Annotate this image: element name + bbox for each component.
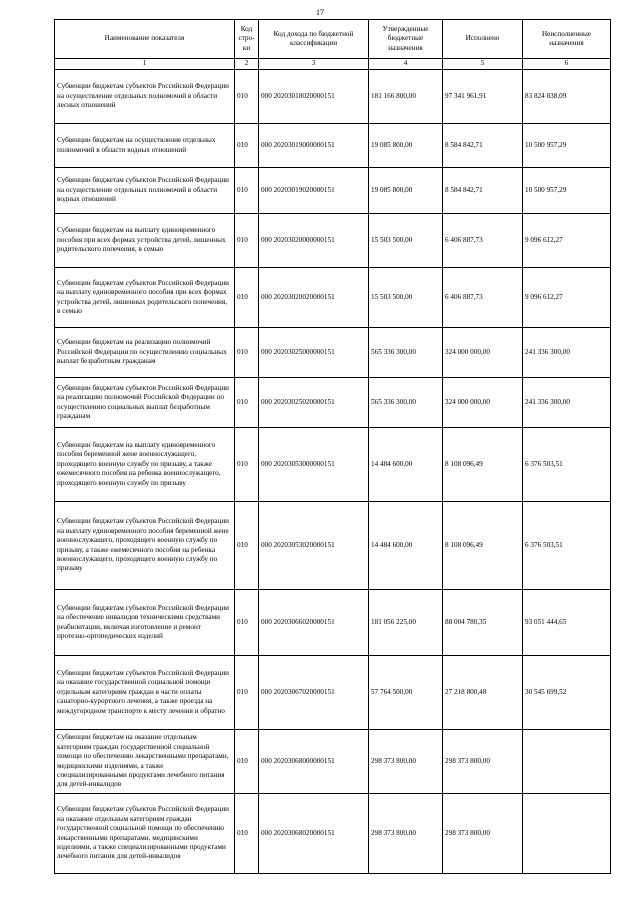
executed-amount: 8 584 842,71 [443,168,523,214]
table-row [55,214,611,268]
budget-report-table [54,19,611,874]
indicator-name: Субвенции бюджетам субъектов Российской Федерации на осуществление отдельных полномочий в области водных отношений [55,168,235,214]
unexecuted-amount: 10 500 957,29 [523,168,611,214]
approved-amount: 298 373 800,00 [369,794,443,874]
approved-amount: 57 764 500,00 [369,656,443,730]
header-indicator-name: Наименование показателя [55,20,235,59]
approved-amount: 15 503 500,00 [369,268,443,328]
income-code: 000 20203068000000151 [259,730,369,794]
executed-amount: 6 406 887,73 [443,214,523,268]
unexecuted-amount: 9 096 612,27 [523,214,611,268]
column-number: 2 [235,59,259,70]
indicator-name: Субвенции бюджетам на осуществление отдельных полномочий в области водных отношений [55,124,235,168]
approved-amount: 565 336 300,00 [369,378,443,428]
executed-amount: 8 108 096,49 [443,502,523,590]
unexecuted-amount [523,794,611,874]
column-number-row [55,59,611,70]
table-row [55,502,611,590]
indicator-name: Субвенции бюджетам субъектов Российской Федерации на реализацию полномочий Российской Федерации по осуществлению социальных выплат безработным гражданам [55,378,235,428]
executed-amount: 6 406 887,73 [443,268,523,328]
table-row [55,328,611,378]
indicator-name: Субвенции бюджетам на выплату единовременного пособия при всех формах устройства детей, лишенных родительского попечения, в семью [55,214,235,268]
income-code: 000 20203025020000151 [259,378,369,428]
indicator-name: Субвенции бюджетам субъектов Российской Федерации на оказание государственной социальной помощи отдельным категориям граждан в части оплаты санаторно-курортного лечения, а также проезда на междугородном транспорте к месту лечения и обратно [55,656,235,730]
indicator-name: Субвенции бюджетам субъектов Российской Федерации на выплату единовременного пособия при всех формах устройства детей, лишенных родительского попечения, в семью [55,268,235,328]
executed-amount: 27 218 800,48 [443,656,523,730]
column-number: 4 [369,59,443,70]
approved-amount: 565 336 300,00 [369,328,443,378]
row-code: 010 [235,428,259,502]
executed-amount: 97 341 961,91 [443,70,523,124]
table-row [55,730,611,794]
approved-amount: 181 056 225,00 [369,590,443,656]
header-income-code: Код дохода по бюджетной классификации [259,20,369,59]
row-code: 010 [235,328,259,378]
indicator-name: Субвенции бюджетам на выплату единовременного пособия беременной жене военнослужащего, проходящего военную службу по призыву, а также ежемесячного пособия на ребенка военнослужащего, проходящего военную службу по призыву [55,428,235,502]
column-number: 1 [55,59,235,70]
unexecuted-amount [523,730,611,794]
indicator-name: Субвенции бюджетам субъектов Российской Федерации на оказание отдельным категориям граждан государственной социальной помощи по обеспечению лекарственными препаратами, медицинскими изделиями, а также специализированными продуктами лечебного питания для детей-инвалидов [55,794,235,874]
income-code: 000 20203067020000151 [259,656,369,730]
row-code: 010 [235,124,259,168]
table-row [55,378,611,428]
unexecuted-amount: 83 824 838,09 [523,70,611,124]
unexecuted-amount: 93 051 444,65 [523,590,611,656]
income-code: 000 20203020020000151 [259,268,369,328]
header-row-code: Код стро- ки [235,20,259,59]
unexecuted-amount: 6 376 503,51 [523,428,611,502]
table-row [55,124,611,168]
indicator-name: Субвенции бюджетам субъектов Российской Федерации на осуществление отдельных полномочий в области лесных отношений [55,70,235,124]
indicator-name: Субвенции бюджетам на оказание отдельным категориям граждан государственной социальной помощи по обеспечению лекарственными препаратами, медицинскими изделиями, а также специализированными продуктами лечебного питания для детей-инвалидов [55,730,235,794]
row-code: 010 [235,168,259,214]
unexecuted-amount: 30 545 699,52 [523,656,611,730]
row-code: 010 [235,730,259,794]
approved-amount: 14 484 600,00 [369,428,443,502]
executed-amount: 8 584 842,71 [443,124,523,168]
income-code: 000 20203068020000151 [259,794,369,874]
table-row [55,590,611,656]
column-number: 3 [259,59,369,70]
header-executed: Исполнено [443,20,523,59]
indicator-name: Субвенции бюджетам субъектов Российской Федерации на выплату единовременного пособия беременной жене военнослужащего, проходящего военную службу по призыву, а также ежемесячного пособия на ребенка военнослужащего, проходящего военную службу по призыву [55,502,235,590]
row-code: 010 [235,590,259,656]
executed-amount: 88 004 780,35 [443,590,523,656]
income-code: 000 20203018020000151 [259,70,369,124]
income-code: 000 20203019000000151 [259,124,369,168]
table-row [55,268,611,328]
unexecuted-amount: 6 376 503,51 [523,502,611,590]
income-code: 000 20203053020000151 [259,502,369,590]
approved-amount: 181 166 800,00 [369,70,443,124]
page-number: 17 [316,8,324,17]
row-code: 010 [235,268,259,328]
indicator-name: Субвенции бюджетам на реализацию полномочий Российской Федерации по осуществлению социальных выплат безработным гражданам [55,328,235,378]
header-approved: Утвержденные бюджетные назначения [369,20,443,59]
table-row [55,656,611,730]
table-row [55,70,611,124]
unexecuted-amount: 241 336 300,00 [523,328,611,378]
column-number: 5 [443,59,523,70]
row-code: 010 [235,502,259,590]
executed-amount: 324 000 000,00 [443,328,523,378]
approved-amount: 19 085 800,00 [369,124,443,168]
row-code: 010 [235,214,259,268]
table-row [55,168,611,214]
income-code: 000 20203025000000151 [259,328,369,378]
income-code: 000 20203019020000151 [259,168,369,214]
header-row [55,20,611,59]
column-number: 6 [523,59,611,70]
executed-amount: 8 108 096,49 [443,428,523,502]
unexecuted-amount: 241 336 300,00 [523,378,611,428]
executed-amount: 324 000 000,00 [443,378,523,428]
income-code: 000 20203020000000151 [259,214,369,268]
approved-amount: 15 503 500,00 [369,214,443,268]
row-code: 010 [235,378,259,428]
approved-amount: 298 373 800,00 [369,730,443,794]
header-unexecuted: Неисполненные назначения [523,20,611,59]
approved-amount: 14 484 600,00 [369,502,443,590]
row-code: 010 [235,656,259,730]
table-row [55,794,611,874]
table-row [55,428,611,502]
executed-amount: 298 373 800,00 [443,730,523,794]
income-code: 000 20203066020000151 [259,590,369,656]
approved-amount: 19 085 800,00 [369,168,443,214]
row-code: 010 [235,70,259,124]
indicator-name: Субвенции бюджетам субъектов Российской Федерации на обеспечение инвалидов техническими средствами реабилитации, включая изготовление и ремонт протезно-ортопедических изделий [55,590,235,656]
income-code: 000 20203053000000151 [259,428,369,502]
executed-amount: 298 373 800,00 [443,794,523,874]
row-code: 010 [235,794,259,874]
unexecuted-amount: 9 096 612,27 [523,268,611,328]
unexecuted-amount: 10 500 957,29 [523,124,611,168]
